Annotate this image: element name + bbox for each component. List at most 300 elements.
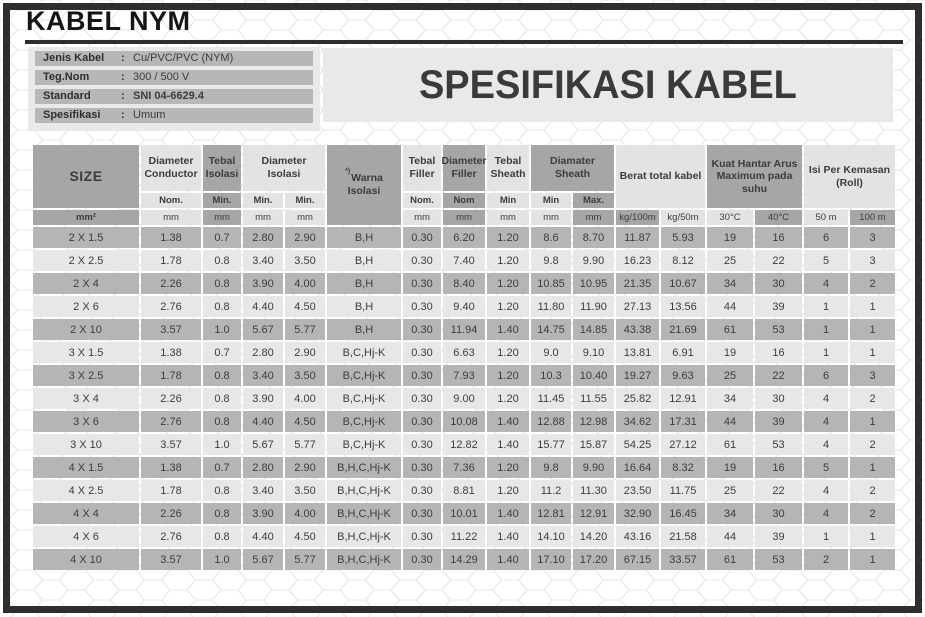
- info-value: Cu/PVC/PVC (NYM): [133, 52, 234, 64]
- table-cell: 4: [804, 503, 848, 524]
- table-cell: 0.30: [403, 434, 441, 455]
- table-cell: 0.7: [203, 227, 241, 248]
- col-header-tebal-isolasi: Tebal Isolasi: [203, 145, 241, 191]
- unit-size-mm2: mm²: [33, 210, 139, 225]
- table-cell: 15.77: [531, 434, 571, 455]
- table-cell: 1.20: [487, 296, 529, 317]
- table-body: [33, 227, 895, 570]
- table-cell: 4: [804, 434, 848, 455]
- footnote-mark: *): [345, 168, 351, 176]
- table-cell: 30: [755, 503, 802, 524]
- size-cell: 3 X 10: [33, 434, 139, 455]
- table-cell: 1.20: [487, 273, 529, 294]
- col-header-warna-isolasi-label: Warna Isolasi: [347, 172, 383, 197]
- table-cell: 2.76: [141, 296, 201, 317]
- table-cell: 12.88: [531, 411, 571, 432]
- table-cell: 4: [804, 480, 848, 501]
- col-header-berat-total-kabel: Berat total kabel: [616, 145, 705, 208]
- table-cell: 0.30: [403, 503, 441, 524]
- col-header-isi-per-kemasan: Isi Per Kemasan (Roll): [804, 145, 895, 208]
- table-cell: 1: [850, 319, 895, 340]
- col-header-tebal-filler: Tebal Filler: [403, 145, 441, 191]
- col-header-warna-isolasi: [327, 145, 401, 225]
- col-header-kuat-hantar: Kuat Hantar Arus Maximum pada suhu: [707, 145, 802, 208]
- unit-mm: mm: [443, 210, 485, 225]
- table-row: [33, 411, 895, 432]
- unit-30c: 30°C: [707, 210, 753, 225]
- table-cell: 0.8: [203, 526, 241, 547]
- table-cell: 34: [707, 273, 753, 294]
- table-cell: 3.90: [243, 273, 283, 294]
- info-label: Jenis Kabel: [43, 52, 105, 64]
- table-cell: 61: [707, 319, 753, 340]
- table-cell: 4.40: [243, 411, 283, 432]
- table-cell: 16: [755, 342, 802, 363]
- table-cell: 0.8: [203, 480, 241, 501]
- table-cell: 1: [804, 526, 848, 547]
- info-row-standard: [35, 89, 313, 104]
- table-cell: B,C,Hj-K: [327, 388, 401, 409]
- table-cell: 8.32: [661, 457, 705, 478]
- table-cell: 8.81: [443, 480, 485, 501]
- table-cell: 16.23: [616, 250, 659, 271]
- table-cell: 61: [707, 549, 753, 570]
- table-cell: 39: [755, 296, 802, 317]
- table-cell: 3.50: [285, 365, 325, 386]
- table-cell: 11.2: [531, 480, 571, 501]
- table-cell: 8.70: [573, 227, 614, 248]
- table-cell: 25.82: [616, 388, 659, 409]
- size-cell: 2 X 10: [33, 319, 139, 340]
- table-cell: 1: [850, 457, 895, 478]
- table-cell: 0.7: [203, 457, 241, 478]
- table-cell: 1.78: [141, 480, 201, 501]
- table-cell: 15.87: [573, 434, 614, 455]
- table-row: [33, 227, 895, 248]
- sub-header-conductor-nom: Nom.: [141, 193, 201, 208]
- table-cell: 13.81: [616, 342, 659, 363]
- table-cell: 2: [850, 273, 895, 294]
- table-cell: 1.38: [141, 457, 201, 478]
- table-cell: B,H,C,Hj-K: [327, 457, 401, 478]
- table-row: [33, 526, 895, 547]
- table-cell: 0.8: [203, 273, 241, 294]
- table-cell: 53: [755, 319, 802, 340]
- table-cell: 1.20: [487, 342, 529, 363]
- unit-mm: mm: [243, 210, 283, 225]
- table-cell: 3.90: [243, 503, 283, 524]
- unit-50m: 50 m: [804, 210, 848, 225]
- table-cell: 39: [755, 411, 802, 432]
- size-cell: 2 X 4: [33, 273, 139, 294]
- table-cell: 0.30: [403, 388, 441, 409]
- table-cell: 12.81: [531, 503, 571, 524]
- table-cell: 1.40: [487, 319, 529, 340]
- table-cell: 2.80: [243, 227, 283, 248]
- table-cell: 9.40: [443, 296, 485, 317]
- table-cell: 4: [804, 273, 848, 294]
- table-cell: 1: [804, 342, 848, 363]
- table-cell: 6: [804, 365, 848, 386]
- table-cell: 0.8: [203, 388, 241, 409]
- table-cell: 9.63: [661, 365, 705, 386]
- table-cell: 11.94: [443, 319, 485, 340]
- size-cell: 2 X 1.5: [33, 227, 139, 248]
- table-row: [33, 549, 895, 570]
- table-cell: 0.30: [403, 365, 441, 386]
- table-cell: 3.40: [243, 480, 283, 501]
- table-cell: 9.90: [573, 250, 614, 271]
- table-cell: 17.10: [531, 549, 571, 570]
- table-cell: 1.20: [487, 457, 529, 478]
- table-cell: 3.40: [243, 250, 283, 271]
- unit-kg-100m: kg/100m: [616, 210, 659, 225]
- table-cell: 14.20: [573, 526, 614, 547]
- table-cell: 4.40: [243, 526, 283, 547]
- table-cell: B,H,C,Hj-K: [327, 503, 401, 524]
- info-value: 300 / 500 V: [133, 71, 190, 83]
- table-cell: 27.13: [616, 296, 659, 317]
- table-cell: 8.40: [443, 273, 485, 294]
- table-cell: 10.95: [573, 273, 614, 294]
- table-cell: 11.22: [443, 526, 485, 547]
- table-row: [33, 365, 895, 386]
- size-cell: 4 X 10: [33, 549, 139, 570]
- table-cell: 16: [755, 457, 802, 478]
- info-separator: :: [121, 52, 125, 64]
- table-cell: 2.26: [141, 503, 201, 524]
- table-cell: 5.77: [285, 319, 325, 340]
- table-cell: 13.56: [661, 296, 705, 317]
- table-cell: 0.30: [403, 250, 441, 271]
- table-cell: 34: [707, 388, 753, 409]
- table-cell: 1.40: [487, 526, 529, 547]
- table-row: [33, 434, 895, 455]
- table-cell: 2.80: [243, 342, 283, 363]
- page-title: KABEL NYM: [26, 6, 191, 36]
- table-cell: 1.20: [487, 480, 529, 501]
- table-cell: 14.75: [531, 319, 571, 340]
- table-cell: 14.29: [443, 549, 485, 570]
- table-header: [33, 145, 895, 225]
- table-cell: 0.30: [403, 549, 441, 570]
- table-cell: 0.8: [203, 365, 241, 386]
- table-cell: 4: [804, 411, 848, 432]
- table-cell: 61: [707, 434, 753, 455]
- table-cell: 9.10: [573, 342, 614, 363]
- table-cell: 6.63: [443, 342, 485, 363]
- table-cell: 21.58: [661, 526, 705, 547]
- table-cell: 2.90: [285, 342, 325, 363]
- table-cell: 8.6: [531, 227, 571, 248]
- table-cell: 30: [755, 273, 802, 294]
- sub-header-diam-isolasi-min1: Min.: [243, 193, 283, 208]
- table-cell: 9.8: [531, 457, 571, 478]
- table-cell: 5.77: [285, 434, 325, 455]
- table-cell: 19: [707, 457, 753, 478]
- table-cell: 22: [755, 480, 802, 501]
- table-cell: 1.0: [203, 434, 241, 455]
- table-cell: 1.40: [487, 549, 529, 570]
- table-cell: 3.57: [141, 434, 201, 455]
- table-row: [33, 388, 895, 409]
- size-cell: 3 X 6: [33, 411, 139, 432]
- table-cell: 2: [850, 434, 895, 455]
- table-cell: 5: [804, 250, 848, 271]
- table-cell: 6.91: [661, 342, 705, 363]
- table-cell: 7.40: [443, 250, 485, 271]
- table-cell: 1.0: [203, 549, 241, 570]
- table-cell: 0.30: [403, 227, 441, 248]
- table-row: [33, 296, 895, 317]
- sub-header-isolasi-min: Min.: [203, 193, 241, 208]
- table-cell: 5.67: [243, 434, 283, 455]
- table-cell: 19: [707, 342, 753, 363]
- unit-mm: mm: [403, 210, 441, 225]
- table-cell: 11.30: [573, 480, 614, 501]
- table-cell: 0.7: [203, 342, 241, 363]
- table-cell: 1: [850, 296, 895, 317]
- size-cell: 3 X 4: [33, 388, 139, 409]
- cable-info-panel: [28, 47, 320, 131]
- table-cell: 2: [850, 388, 895, 409]
- unit-mm: mm: [573, 210, 614, 225]
- table-cell: 1.40: [487, 411, 529, 432]
- info-row-jenis-kabel: [35, 51, 313, 66]
- table-cell: 0.30: [403, 411, 441, 432]
- table-cell: 4.00: [285, 503, 325, 524]
- table-cell: 11.55: [573, 388, 614, 409]
- table-cell: 39: [755, 526, 802, 547]
- table-cell: 3.57: [141, 549, 201, 570]
- unit-40c: 40°C: [755, 210, 802, 225]
- size-cell: 4 X 6: [33, 526, 139, 547]
- table-cell: 2.80: [243, 457, 283, 478]
- table-cell: B,H,C,Hj-K: [327, 480, 401, 501]
- table-cell: 67.15: [616, 549, 659, 570]
- info-row-teg-nom: [35, 70, 313, 85]
- table-cell: B,C,Hj-K: [327, 342, 401, 363]
- unit-mm: mm: [203, 210, 241, 225]
- table-cell: 4.50: [285, 296, 325, 317]
- table-cell: 1.40: [487, 503, 529, 524]
- sub-header-diam-sheath-min: Min: [531, 193, 571, 208]
- table-cell: 34.62: [616, 411, 659, 432]
- table-cell: 7.36: [443, 457, 485, 478]
- unit-mm: mm: [531, 210, 571, 225]
- table-cell: 2: [804, 549, 848, 570]
- table-cell: B,C,Hj-K: [327, 434, 401, 455]
- table-cell: 3.50: [285, 250, 325, 271]
- table-cell: 33.57: [661, 549, 705, 570]
- spec-title-box: [323, 48, 893, 122]
- table-cell: 1.20: [487, 365, 529, 386]
- size-cell: 4 X 4: [33, 503, 139, 524]
- table-cell: 11.87: [616, 227, 659, 248]
- table-cell: B,H,C,Hj-K: [327, 549, 401, 570]
- table-cell: 21.69: [661, 319, 705, 340]
- table-cell: 7.93: [443, 365, 485, 386]
- unit-100m: 100 m: [850, 210, 895, 225]
- unit-mm: mm: [487, 210, 529, 225]
- table-cell: 11.45: [531, 388, 571, 409]
- table-cell: 1.20: [487, 388, 529, 409]
- table-cell: 43.38: [616, 319, 659, 340]
- table-cell: 5.93: [661, 227, 705, 248]
- table-cell: B,C,Hj-K: [327, 411, 401, 432]
- col-header-size: SIZE: [33, 145, 139, 208]
- table-cell: 0.30: [403, 457, 441, 478]
- col-header-tebal-sheath: Tebal Sheath: [487, 145, 529, 191]
- table-cell: 19.27: [616, 365, 659, 386]
- info-value: SNI 04-6629.4: [133, 90, 204, 102]
- table-cell: 2: [850, 503, 895, 524]
- size-cell: 3 X 1.5: [33, 342, 139, 363]
- info-label: Teg.Nom: [43, 71, 90, 83]
- table-cell: 3: [850, 227, 895, 248]
- table-cell: B,H: [327, 319, 401, 340]
- table-cell: 25: [707, 365, 753, 386]
- table-cell: 12.91: [573, 503, 614, 524]
- table-cell: 5.77: [285, 549, 325, 570]
- table-cell: B,H: [327, 250, 401, 271]
- info-label: Standard: [43, 90, 91, 102]
- table-cell: 6: [804, 227, 848, 248]
- table-cell: 10.3: [531, 365, 571, 386]
- col-header-diameter-filler: Diameter Filler: [443, 145, 485, 191]
- table-row: [33, 342, 895, 363]
- table-cell: 9.8: [531, 250, 571, 271]
- table-cell: 21.35: [616, 273, 659, 294]
- table-cell: 0.8: [203, 411, 241, 432]
- table-cell: 0.8: [203, 296, 241, 317]
- table-cell: 5: [804, 457, 848, 478]
- table-row: [33, 273, 895, 294]
- table-cell: 16.64: [616, 457, 659, 478]
- table-cell: 3: [850, 365, 895, 386]
- table-cell: 1: [850, 549, 895, 570]
- table-cell: 0.30: [403, 480, 441, 501]
- table-row: [33, 503, 895, 524]
- table-cell: 2.26: [141, 273, 201, 294]
- table-cell: 1: [804, 296, 848, 317]
- unit-mm: mm: [141, 210, 201, 225]
- table-cell: 25: [707, 480, 753, 501]
- size-cell: 2 X 6: [33, 296, 139, 317]
- unit-kg-50m: kg/50m: [661, 210, 705, 225]
- table-cell: 1.20: [487, 227, 529, 248]
- info-separator: :: [121, 109, 125, 121]
- table-cell: 2.26: [141, 388, 201, 409]
- table-cell: 16.45: [661, 503, 705, 524]
- spec-table: [33, 145, 895, 572]
- table-cell: 5.67: [243, 549, 283, 570]
- table-cell: 9.90: [573, 457, 614, 478]
- table-row: [33, 480, 895, 501]
- col-header-diamater-sheath: Diamater Sheath: [531, 145, 614, 191]
- table-cell: 12.91: [661, 388, 705, 409]
- col-header-diameter-isolasi: Diameter Isolasi: [243, 145, 325, 191]
- size-cell: 2 X 2.5: [33, 250, 139, 271]
- table-cell: 44: [707, 296, 753, 317]
- info-separator: :: [121, 71, 125, 83]
- size-cell: 4 X 1.5: [33, 457, 139, 478]
- table-cell: 3.57: [141, 319, 201, 340]
- table-row: [33, 319, 895, 340]
- table-cell: 34: [707, 503, 753, 524]
- table-cell: 1.20: [487, 250, 529, 271]
- table-cell: 25: [707, 250, 753, 271]
- table-cell: 43.16: [616, 526, 659, 547]
- table-cell: 1: [850, 411, 895, 432]
- table-cell: 4.00: [285, 273, 325, 294]
- table-cell: 1: [804, 319, 848, 340]
- sub-header-diam-filler-nom: Nom: [443, 193, 485, 208]
- size-cell: 3 X 2.5: [33, 365, 139, 386]
- table-cell: 3.90: [243, 388, 283, 409]
- table-cell: B,H: [327, 227, 401, 248]
- table-cell: 11.75: [661, 480, 705, 501]
- spec-title: SPESIFIKASI KABEL: [419, 62, 797, 107]
- table-cell: 0.30: [403, 273, 441, 294]
- table-cell: 10.01: [443, 503, 485, 524]
- table-cell: 3.40: [243, 365, 283, 386]
- table-cell: 10.40: [573, 365, 614, 386]
- table-cell: 0.30: [403, 319, 441, 340]
- info-separator: :: [121, 90, 125, 102]
- table-cell: 44: [707, 526, 753, 547]
- table-cell: 1: [850, 342, 895, 363]
- sub-header-sheath-min: Min: [487, 193, 529, 208]
- table-cell: 53: [755, 434, 802, 455]
- table-cell: 0.30: [403, 342, 441, 363]
- size-cell: 4 X 2.5: [33, 480, 139, 501]
- sub-header-filler-nom: Nom.: [403, 193, 441, 208]
- table-cell: 9.0: [531, 342, 571, 363]
- table-cell: 23.50: [616, 480, 659, 501]
- table-cell: 4.00: [285, 388, 325, 409]
- table-cell: B,H,C,Hj-K: [327, 526, 401, 547]
- table-cell: 10.67: [661, 273, 705, 294]
- table-cell: 17.31: [661, 411, 705, 432]
- table-cell: 1.40: [487, 434, 529, 455]
- info-value: Umum: [133, 109, 166, 121]
- table-cell: 9.00: [443, 388, 485, 409]
- table-cell: 27.12: [661, 434, 705, 455]
- table-row: [33, 250, 895, 271]
- table-cell: 1.78: [141, 250, 201, 271]
- table-cell: 2.90: [285, 227, 325, 248]
- table-cell: 14.85: [573, 319, 614, 340]
- table-cell: 11.80: [531, 296, 571, 317]
- table-cell: 44: [707, 411, 753, 432]
- info-label: Spesifikasi: [43, 109, 101, 121]
- table-cell: 3: [850, 250, 895, 271]
- table-cell: 30: [755, 388, 802, 409]
- table-cell: 53: [755, 549, 802, 570]
- table-cell: 5.67: [243, 319, 283, 340]
- info-row-spesifikasi: [35, 108, 313, 123]
- unit-mm: mm: [285, 210, 325, 225]
- table-cell: 2.90: [285, 457, 325, 478]
- table-cell: 8.12: [661, 250, 705, 271]
- table-cell: 0.8: [203, 250, 241, 271]
- table-cell: 10.08: [443, 411, 485, 432]
- table-cell: 32.90: [616, 503, 659, 524]
- table-cell: 16: [755, 227, 802, 248]
- table-cell: 22: [755, 365, 802, 386]
- table-cell: 14.10: [531, 526, 571, 547]
